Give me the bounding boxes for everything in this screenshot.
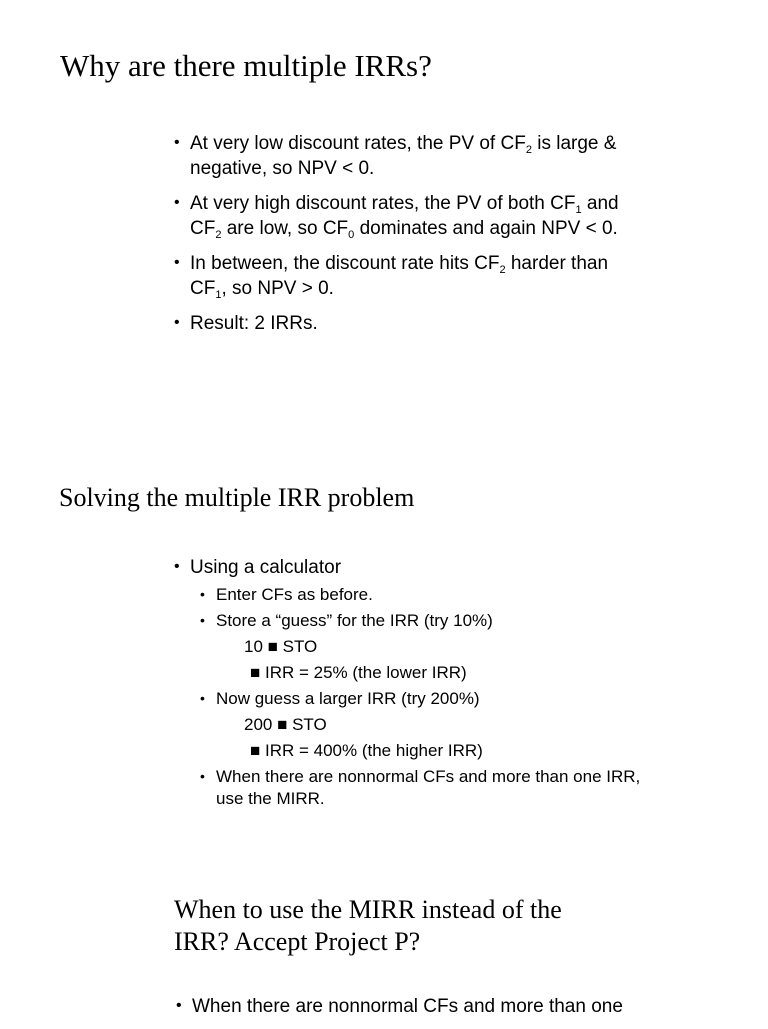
slide3-title-line1: When to use the MIRR instead of the <box>174 895 562 924</box>
slide2-subbullet-store-guess: • Store a “guess” for the IRR (try 10%) <box>172 608 672 634</box>
slide2-keystroke-200-sto: 200 ■ STO <box>244 715 327 734</box>
slide2-subbullet-enter-cfs: • Enter CFs as before. <box>172 582 672 608</box>
slide1-bullet-list <box>172 131 642 346</box>
slide2-keystroke-irr-400: ■ IRR = 400% (the higher IRR) <box>250 741 483 760</box>
slide1-title: Why are there multiple IRRs? <box>60 48 432 83</box>
slide3-title <box>174 894 562 958</box>
slide2-title: Solving the multiple IRR problem <box>59 483 415 512</box>
slide1-bullet-high-rates: • At very high discount rates, the PV of both $CF_1$ and $CF_2$ are low, so $CF_0$ dominates and again NPV < 0. <box>172 191 642 241</box>
slide2-bullet-list <box>172 555 672 810</box>
slide1-bullet-result: • Result: 2 IRRs. <box>172 311 642 336</box>
slide3-title-line2: IRR? Accept Project P? <box>174 927 421 956</box>
slide2-keystroke-irr-25: ■ IRR = 25% (the lower IRR) <box>250 663 467 682</box>
slide3-bullet-nonnormal: • When there are nonnormal CFs and more than one <box>174 994 694 1019</box>
slide2-subbullet-use-mirr: • When there are nonnormal CFs and more than one IRR, use the MIRR. <box>172 766 672 810</box>
slide2-subbullet-larger-guess: • Now guess a larger IRR (try 200%) <box>172 686 672 712</box>
slide1-bullet-in-between: • In between, the discount rate hits $CF_2$ harder than $CF_1$, so NPV > 0. <box>172 251 642 301</box>
slide2-keystroke-10-sto: 10 ■ STO <box>244 637 318 656</box>
slide1-bullet-low-rates: • At very low discount rates, the PV of $CF_2$ is large & negative, so NPV < 0. <box>172 131 642 181</box>
slide2-bullet-calculator: • Using a calculator <box>172 555 672 580</box>
